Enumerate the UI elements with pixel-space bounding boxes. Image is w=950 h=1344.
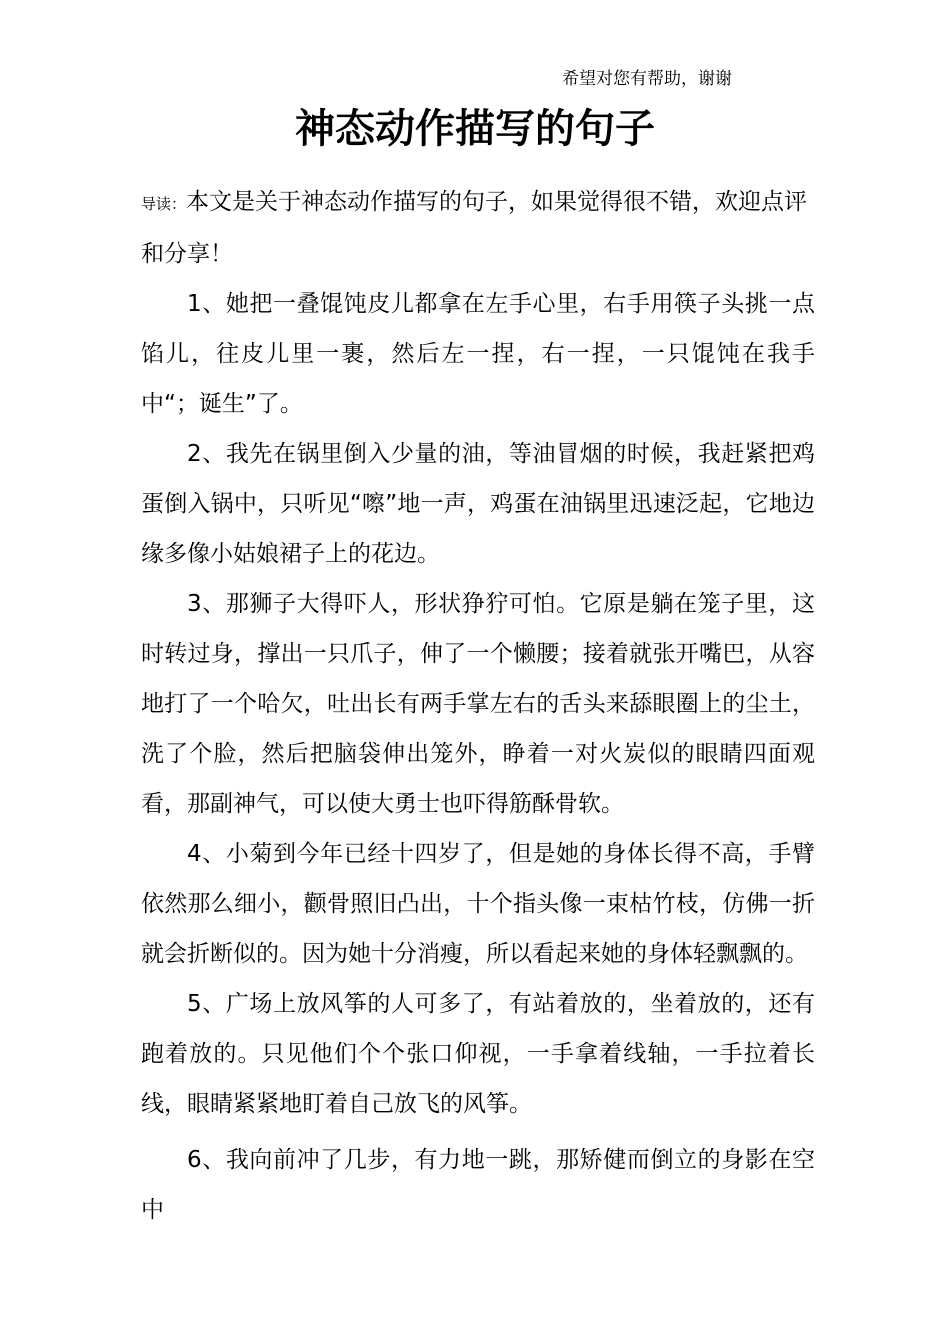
- intro-paragraph: [141, 177, 815, 279]
- intro-text: 本文是关于神态动作描写的句子，如果觉得很不错，欢迎点评和分享！: [141, 189, 808, 267]
- paragraph-5: 5、广场上放风筝的人可多了，有站着放的，坐着放的，还有跑着放的。只见他们个个张口仰视，一手拿着线轴，一手拉着长线，眼睛紧紧地盯着自己放飞的风筝。: [141, 991, 815, 1117]
- header-note: 希望对您有帮助，谢谢: [562, 69, 732, 89]
- paragraph-2: 2、我先在锅里倒入少量的油，等油冒烟的时候，我赶紧把鸡蛋倒入锅中，只听见“嚓”地一声，鸡蛋在油锅里迅速泛起，它地边缘多像小姑娘裙子上的花边。: [141, 441, 815, 567]
- page-title: 神态动作描写的句子: [295, 106, 655, 152]
- paragraph-1: 1、她把一叠馄饨皮儿都拿在左手心里，右手用筷子头挑一点馅儿，往皮儿里一裹，然后左一捏，右一捏，一只馄饨在我手中“；诞生”了。: [141, 291, 815, 417]
- intro-label: 导读：: [141, 195, 187, 213]
- paragraph-4: 4、小菊到今年已经十四岁了，但是她的身体长得不高，手臂依然那么细小，颧骨照旧凸出，十个指头像一束枯竹枝，仿佛一折就会折断似的。因为她十分消瘦，所以看起来她的身体轻飘飘的。: [141, 841, 815, 967]
- paragraph-6: 6、我向前冲了几步，有力地一跳，那矫健而倒立的身影在空中: [141, 1147, 815, 1223]
- paragraph-3: 3、那狮子大得吓人，形状狰狞可怕。它原是躺在笼子里，这时转过身，撑出一只爪子，伸了一个懒腰；接着就张开嘴巴，从容地打了一个哈欠，吐出长有两手掌左右的舌头来舔眼圈上的尘土，洗了个脸，然后把脑袋伸出笼外，睁着一对火炭似的眼睛四面观看，那副神气，可以使大勇士也吓得筋酥骨软。: [141, 591, 815, 817]
- article-body: [141, 177, 815, 1235]
